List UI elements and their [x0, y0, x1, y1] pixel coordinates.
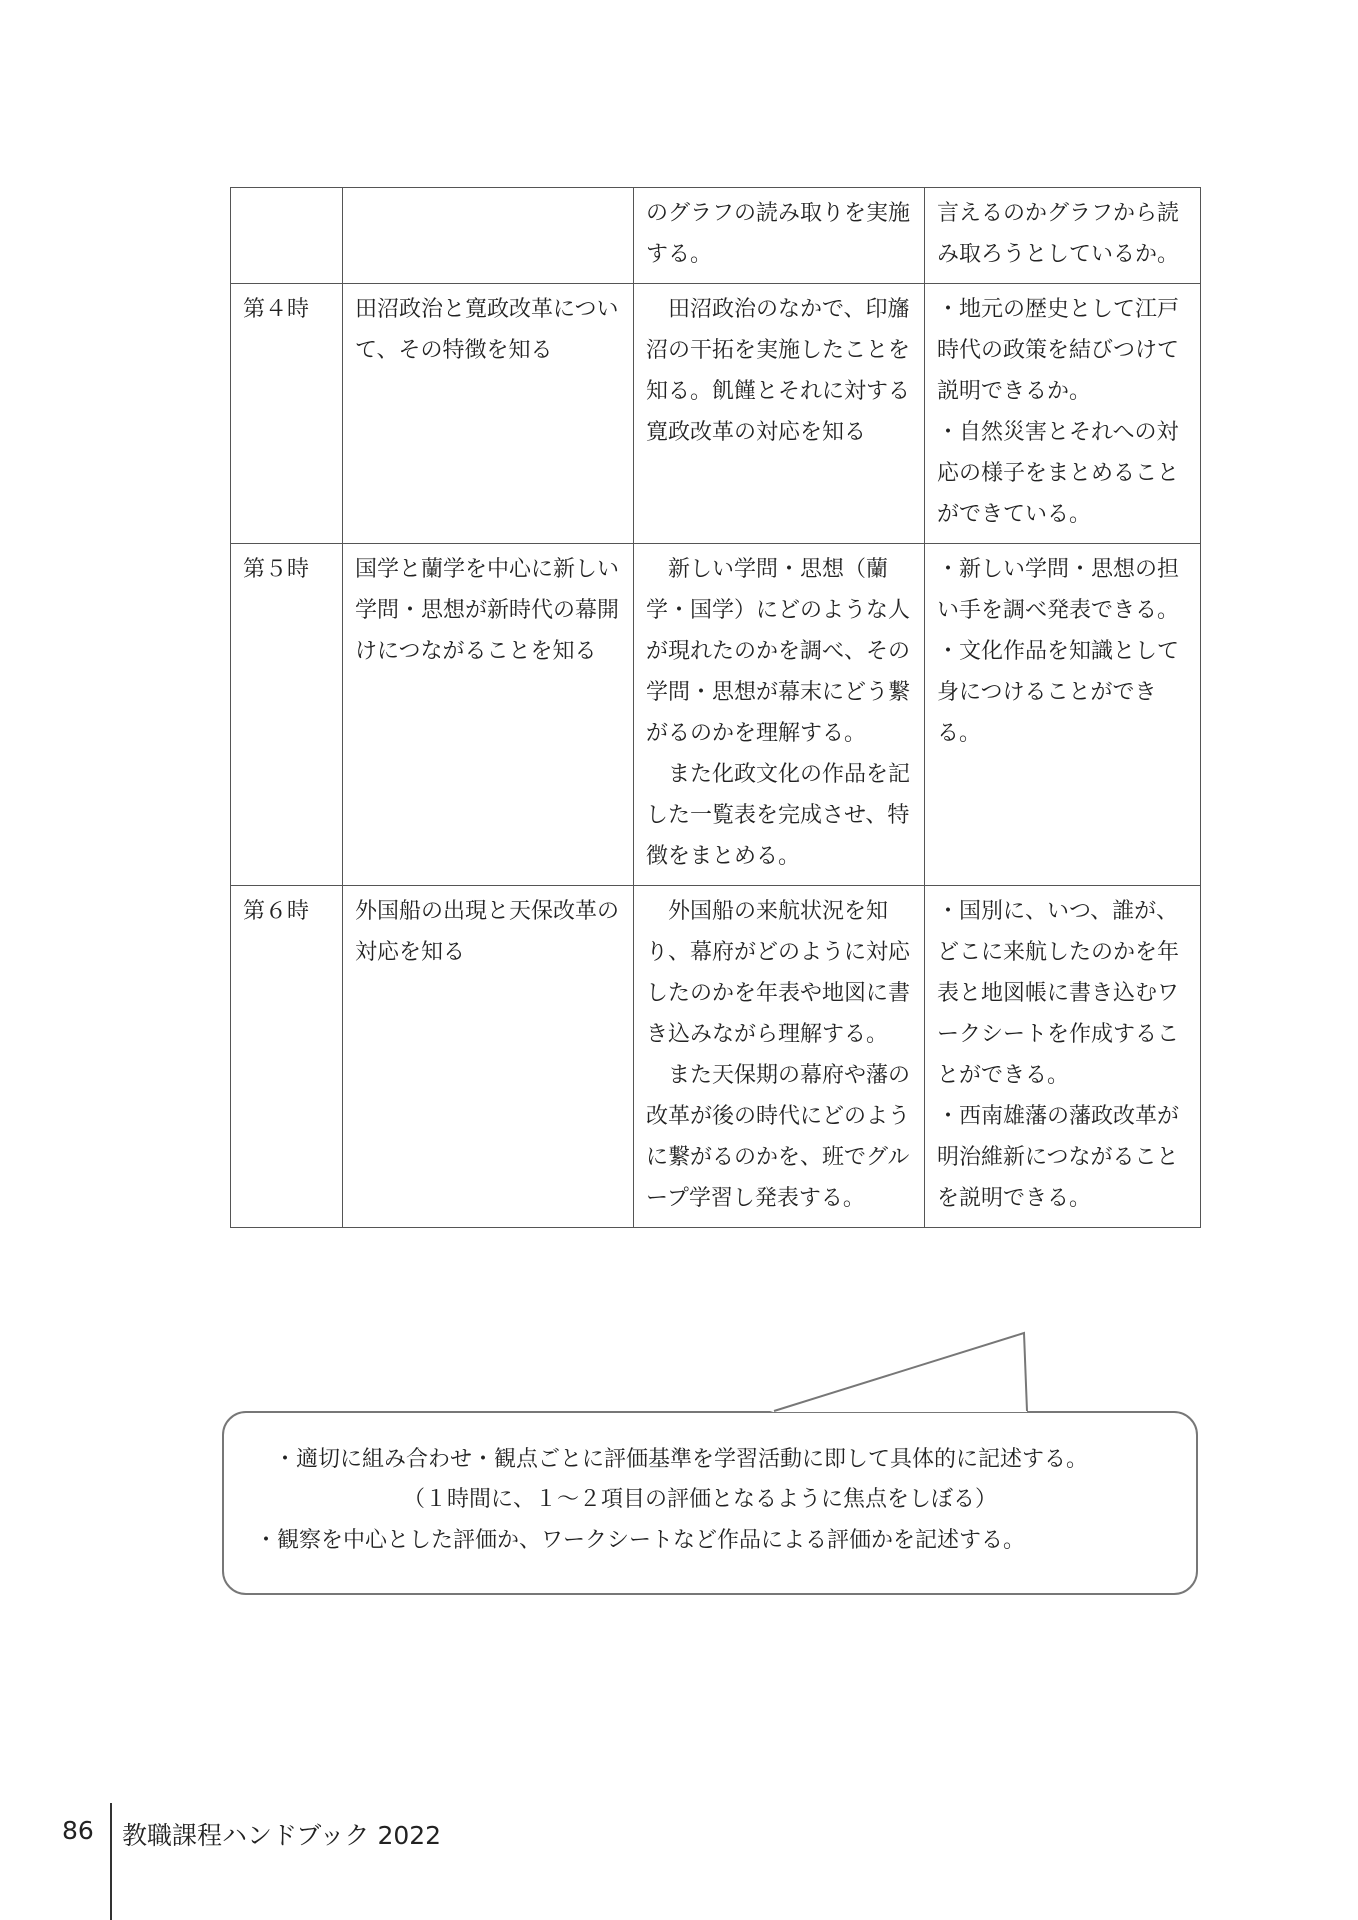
evaluation-item: ・自然災害とそれへの対応の様子をまとめることができている。 [937, 420, 1180, 527]
activity-paragraph: 新しい学問・思想（蘭学・国学）にどのような人が現れたのかを調べ、その学問・思想が幕末にどう繋がるのかを理解する。 [646, 557, 911, 746]
evaluation-item: ・新しい学問・思想の担い手を調べ発表できる。 [937, 557, 1180, 623]
activity-paragraph: のグラフの読み取りを実施する。 [646, 201, 911, 267]
note-line-3: ・観察を中心とした評価か、ワークシートなど作品による評価かを記述する。 [255, 1528, 1026, 1553]
evaluation-item: ・文化作品を知識として身につけることができる。 [937, 639, 1180, 746]
lesson-plan-table [230, 187, 1201, 1228]
footer-divider [110, 1803, 112, 1920]
activity-paragraph: また天保期の幕府や藩の改革が後の時代にどのように繋がるのかを、班でグループ学習し発表する。 [646, 1063, 911, 1211]
evaluation-cell [925, 284, 1201, 544]
activity-paragraph: 外国船の来航状況を知り、幕府がどのように対応したのかを年表や地図に書き込みながら理解する。 [646, 899, 911, 1047]
table-row [231, 188, 1201, 284]
table-row [231, 284, 1201, 544]
evaluation-item: ・地元の歴史として江戸時代の政策を結びつけて説明できるか。 [937, 297, 1180, 404]
evaluation-item: ・西南雄藩の藩政改革が明治維新につながることを説明できる。 [937, 1104, 1180, 1211]
topic-cell: 外国船の出現と天保改革の対応を知る [343, 886, 634, 1228]
book-title: 教職課程ハンドブック 2022 [122, 1821, 442, 1850]
period-cell: 第４時 [231, 284, 343, 544]
evaluation-cell [925, 544, 1201, 886]
topic-cell [343, 188, 634, 284]
page-number: 86 [62, 1816, 94, 1845]
table-row [231, 886, 1201, 1228]
topic-cell: 田沼政治と寛政改革について、その特徴を知る [343, 284, 634, 544]
evaluation-cell [925, 886, 1201, 1228]
activity-paragraph: また化政文化の作品を記した一覧表を完成させ、特徴をまとめる。 [646, 762, 911, 869]
table-row [231, 544, 1201, 886]
activity-cell [634, 284, 925, 544]
note-line-2: （１時間に、１～２項目の評価となるように焦点をしぼる） [403, 1487, 998, 1512]
note-line-1: ・適切に組み合わせ・観点ごとに評価基準を学習活動に即して具体的に記述する。 [274, 1447, 1089, 1472]
evaluation-cell [925, 188, 1201, 284]
period-cell: 第５時 [231, 544, 343, 886]
evaluation-item: 言えるのかグラフから読み取ろうとしているか。 [937, 201, 1180, 267]
period-cell [231, 188, 343, 284]
activity-cell [634, 188, 925, 284]
period-cell: 第６時 [231, 886, 343, 1228]
activity-paragraph: 田沼政治のなかで、印旛沼の干拓を実施したことを知る。飢饉とそれに対する寛政改革の対応を知る [646, 297, 911, 445]
lesson-plan-body [231, 188, 1201, 1228]
topic-cell: 国学と蘭学を中心に新しい学問・思想が新時代の幕開けにつながることを知る [343, 544, 634, 886]
activity-cell [634, 544, 925, 886]
activity-cell [634, 886, 925, 1228]
evaluation-item: ・国別に、いつ、誰が、どこに来航したのかを年表と地図帳に書き込むワークシートを作成することができる。 [937, 899, 1180, 1088]
